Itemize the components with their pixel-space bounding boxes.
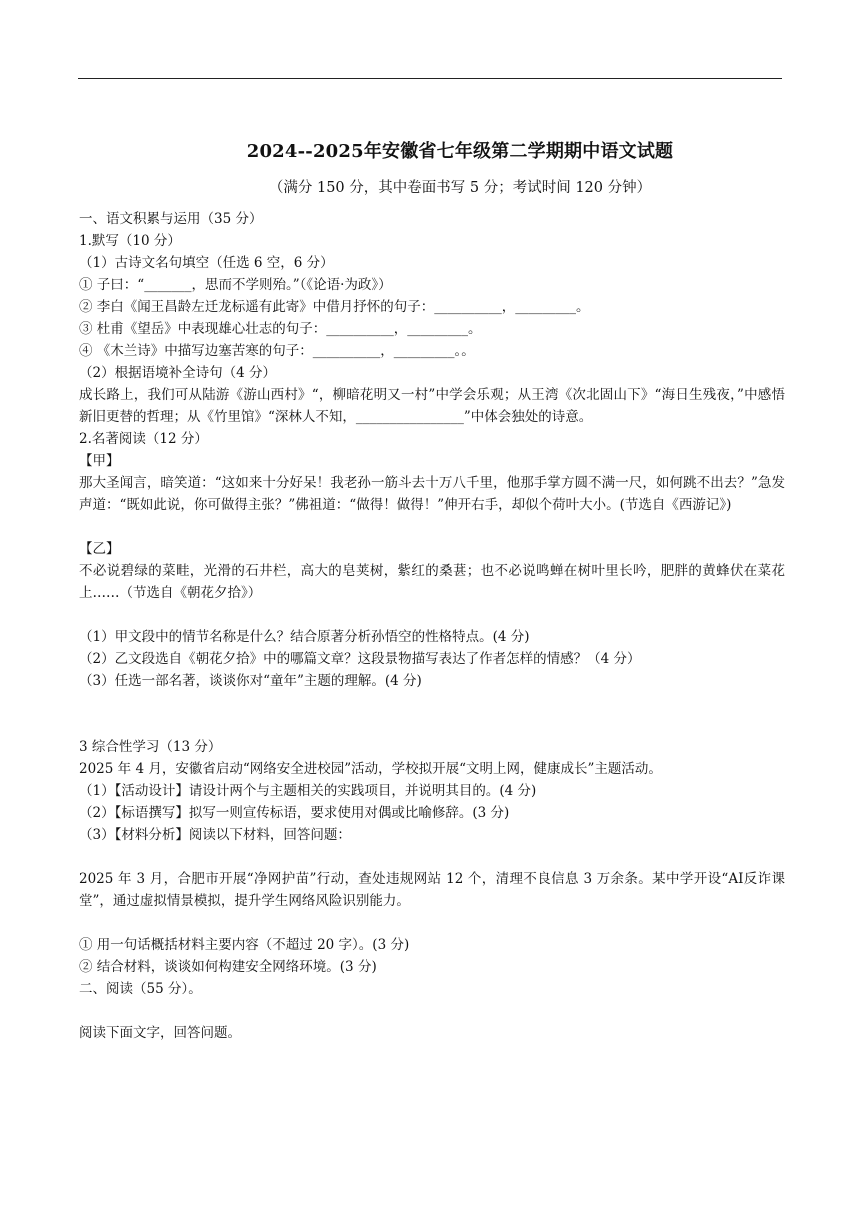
passage-yi-text: 不必说碧绿的菜畦，光滑的石井栏，高大的皂荚树，紫红的桑葚；也不必说鸣蝉在树叶里长吟，肥胖的黄蜂伏在菜花上……（节选自《朝花夕拾》） <box>79 563 785 601</box>
question-2-part-1: （1）甲文段中的情节名称是什么？结合原著分析孙悟空的性格特点。(4 分) <box>79 629 530 645</box>
fill-blank-b: ② 李白《闻王昌龄左迁龙标遥有此寄》中借月抒怀的句子：__________，_________。 <box>79 299 590 315</box>
question-1-heading: 1.默写（10 分） <box>79 233 181 249</box>
question-1-part-2: （2）根据语境补全诗句（4 分） <box>79 365 276 381</box>
fill-blank-d: ④ 《木兰诗》中描写边塞苦寒的句子：__________，_________。。 <box>79 343 475 359</box>
question-3-part-3: （3）【材料分析】阅读以下材料，回答问题： <box>79 827 351 843</box>
question-2-heading: 2.名著阅读（12 分） <box>79 431 208 447</box>
header-rule <box>78 78 782 79</box>
poem-context-text: 成长路上，我们可从陆游《游山西村》“，柳暗花明又一村”中学会乐观；从王湾《次北固山下》“海日生残夜，”中感悟新旧更替的哲理；从《竹里馆》“深林人不知，________________”中体会独处的诗意。 <box>79 387 785 425</box>
question-3-part-1: （1）【活动设计】请设计两个与主题相关的实践项目，并说明其目的。(4 分) <box>79 783 537 799</box>
question-3-sub-b: ② 结合材料，谈谈如何构建安全网络环境。(3 分) <box>79 959 377 975</box>
passage-jia-text: 那大圣闻言，暗笑道：“这如来十分好呆！我老孙一筋斗去十万八千里，他那手掌方圆不满一尺，如何跳不出去？”急发声道：“既如此说，你可做得主张？”佛祖道：“做得！做得！”伸开右手，却似个荷叶大小。(节选自《西游记》) <box>79 475 785 513</box>
passage-yi-label: 【乙】 <box>79 541 120 557</box>
question-3-intro: 2025 年 4 月，安徽省启动“网络安全进校园”活动，学校拟开展“文明上网，健康成长”主题活动。 <box>79 761 662 777</box>
fill-blank-a: ① 子曰：“_______，思而不学则殆。”（《论语·为政》） <box>79 277 392 293</box>
section-heading-1: 一、语文积累与运用（35 分） <box>79 211 263 227</box>
question-3-heading: 3 综合性学习（13 分） <box>79 739 222 755</box>
fill-blank-c: ③ 杜甫《望岳》中表现雄心壮志的句子：__________，_________。 <box>79 321 482 337</box>
question-3-part-2: （2）【标语撰写】拟写一则宣传标语，要求使用对偶或比喻修辞。(3 分) <box>79 805 510 821</box>
question-3-sub-a: ① 用一句话概括材料主要内容（不超过 20 字）。(3 分) <box>79 937 410 953</box>
page-title: 2024--2025年安徽省七年级第二学期期中语文试题 <box>246 141 674 162</box>
question-1-part-1: （1）古诗文名句填空（任选 6 空，6 分） <box>79 255 334 271</box>
question-2-part-3: （3）任选一部名著，谈谈你对“童年”主题的理解。(4 分) <box>79 673 422 689</box>
exam-info: （满分 150 分，其中卷面书写 5 分；考试时间 120 分钟） <box>268 180 652 196</box>
exam-body <box>79 208 785 1044</box>
reading-intro: 阅读下面文字，回答问题。 <box>79 1025 241 1041</box>
section-heading-2: 二、阅读（55 分）。 <box>79 981 202 997</box>
material-text: 2025 年 3 月，合肥市开展“净网护苗”行动，查处违规网站 12 个，清理不良信息 3 万余条。某中学开设“AI反诈课堂”，通过虚拟情景模拟，提升学生网络风险识别能力。 <box>79 871 785 909</box>
question-2-part-2: （2）乙文段选自《朝花夕拾》中的哪篇文章？这段景物描写表达了作者怎样的情感？（4 分） <box>79 651 641 667</box>
passage-jia-label: 【甲】 <box>79 453 120 469</box>
